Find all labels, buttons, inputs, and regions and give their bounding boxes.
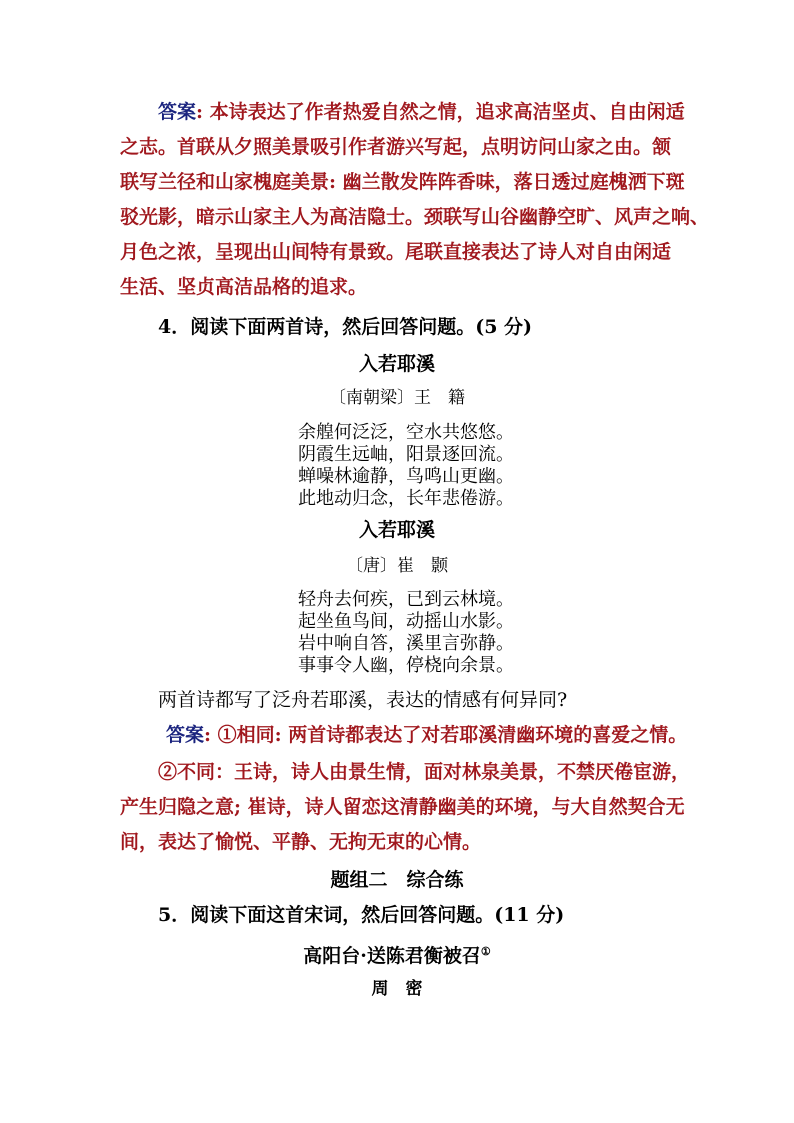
poem2-line-3: 岩中响自答，溪里言弥静。: [298, 633, 514, 654]
answer1-line-6: 生活、坚贞高洁品格的追求。: [120, 276, 368, 298]
poem1-author: 〔南朝梁〕王 籍: [329, 388, 465, 408]
poem1-line-2: 阴霞生远岫，阳景逐回流。: [298, 444, 514, 465]
answer2-line-4: 间，表达了愉悦、平静、无拘无束的心情。: [120, 831, 482, 853]
question4-prompt: 两首诗都写了泛舟若耶溪，表达的情感有何异同?: [158, 689, 568, 711]
answer-label: 答案: [166, 724, 205, 746]
poem3-author: 周 密: [371, 979, 423, 999]
poem2-line-4: 事事令人幽，停桡向余景。: [298, 655, 514, 676]
answer1-line-3: 联写兰径和山家槐庭美景: 幽兰散发阵阵香味，落日透过庭槐洒下斑: [120, 171, 685, 193]
poem1-title: 入若耶溪: [358, 353, 435, 375]
poem2-line-1: 轻舟去何疾，已到云林境。: [298, 589, 514, 610]
answer2-line-1: 答案: ①相同: 两首诗都表达了对若耶溪清幽环境的喜爱之情。: [166, 724, 688, 746]
poem2-title: 入若耶溪: [358, 519, 435, 541]
answer1-line-4: 驳光影，暗示山家主人为高洁隐士。颈联写山谷幽静空旷、风声之响、: [120, 206, 710, 228]
question4-stem: 4．阅读下面两首诗，然后回答问题。(5 分): [158, 316, 533, 338]
section-heading: 题组二 综合练: [330, 869, 464, 891]
answer1-line-1: 答案: 本诗表达了作者热爱自然之情，追求高洁坚贞、自由闲适: [158, 101, 685, 123]
answer2-line-2: ②不同：王诗，诗人由景生情，面对林泉美景，不禁厌倦宦游，: [158, 761, 691, 783]
question5-stem: 5．阅读下面这首宋词，然后回答问题。(11 分): [158, 904, 565, 926]
poem1-line-1: 余艎何泛泛，空水共悠悠。: [298, 422, 514, 443]
poem1-line-3: 蝉噪林逾静，鸟鸣山更幽。: [298, 466, 514, 487]
footnote-marker: ①: [480, 945, 491, 958]
poem2-author: 〔唐〕崔 颢: [346, 556, 448, 576]
answer-label: 答案: [158, 101, 197, 123]
answer1-line-5: 月色之浓，呈现出山间特有景致。尾联直接表达了诗人对自由闲适: [120, 241, 672, 263]
poem2-line-2: 起坐鱼鸟间，动摇山水影。: [298, 611, 514, 632]
poem1-line-4: 此地动归念，长年悲倦游。: [298, 488, 514, 509]
answer1-line-2: 之志。首联从夕照美景吸引作者游兴写起，点明访问山家之由。颔: [120, 136, 672, 158]
answer2-line-3: 产生归隐之意; 崔诗，诗人留恋这清静幽美的环境，与大自然契合无: [120, 796, 685, 818]
poem3-title: 高阳台·送陈君衡被召①: [303, 945, 491, 967]
